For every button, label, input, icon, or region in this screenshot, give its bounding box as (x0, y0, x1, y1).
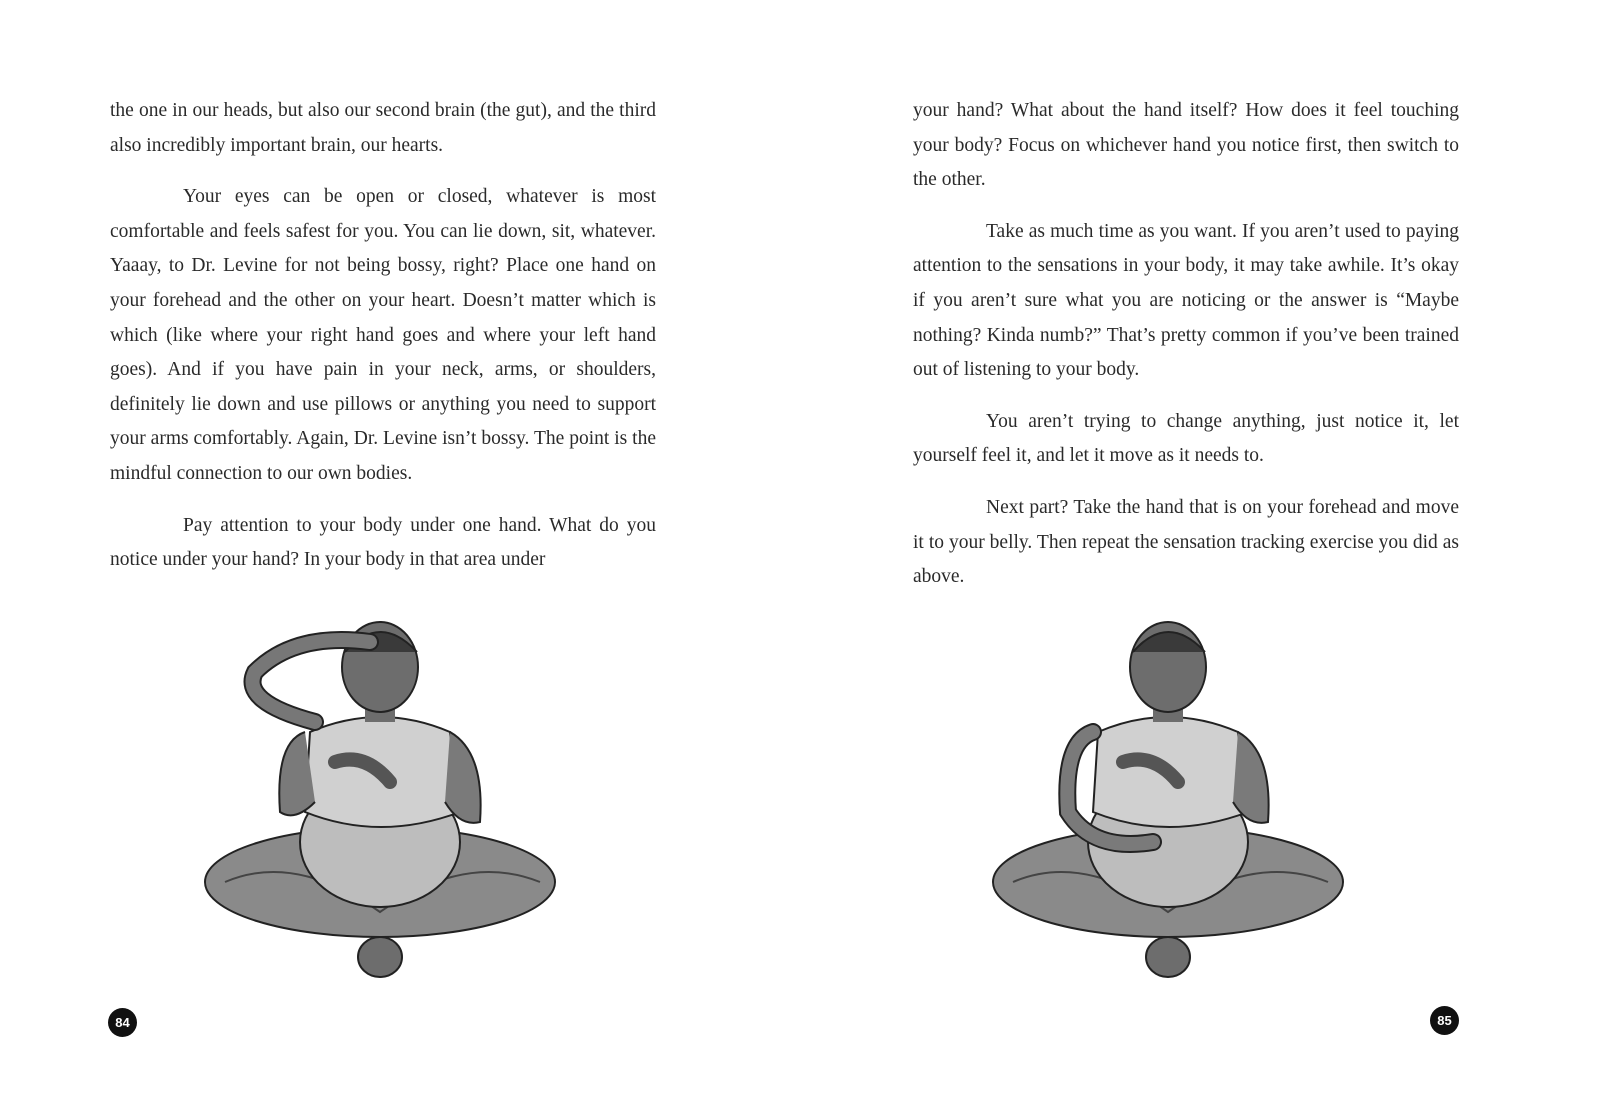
paragraph: Next part? Take the hand that is on your forehead and move it to your belly. Then repeat the sensation tracking exercise you did as above. (913, 496, 1459, 588)
paragraph: your hand? What about the hand itself? How does it feel touching your body? Focus on whichever hand you notice first, then switch to the other. (913, 100, 1459, 191)
illustration-hand-on-forehead-and-heart (195, 612, 575, 992)
left-page-body (110, 94, 656, 595)
paragraph: the one in our heads, but also our second brain (the gut), and the third also incredibly important brain, our hearts. (110, 100, 656, 156)
page-number: 85 (1430, 1006, 1459, 1035)
paragraph: Your eyes can be open or closed, whatever is most comfortable and feels safest for you. You can lie down, sit, whatever. Yaaay, to Dr. Levine for not being bossy, right? Place one hand on your forehead and the other on your heart. Doesn’t matter which is which (like where your right hand goes and where your left hand goes). And if you have pain in your neck, arms, or shoulders, definitely lie down and use pillows or anything you need to support your arms comfortably. Again, Dr. Levine isn’t bossy. The point is the mindful connection to our own bodies. (110, 186, 656, 484)
right-page (800, 0, 1600, 1113)
paragraph: Pay attention to your body under one hand. What do you notice under your hand? In your body in that area under (110, 514, 656, 571)
paragraph: Take as much time as you want. If you aren’t used to paying attention to the sensations in your body, it may take awhile. It’s okay if you aren’t sure what you are noticing or the answer is “Maybe nothing? Kinda numb?” That’s pretty common if you’ve been trained out of listening to your body. (913, 220, 1459, 381)
paragraph: You aren’t trying to change anything, just notice it, let yourself feel it, and let it move as it needs to. (913, 410, 1459, 467)
page-number: 84 (108, 1008, 137, 1037)
illustration-hand-on-belly-and-heart (983, 612, 1363, 992)
right-page-body (913, 94, 1459, 612)
